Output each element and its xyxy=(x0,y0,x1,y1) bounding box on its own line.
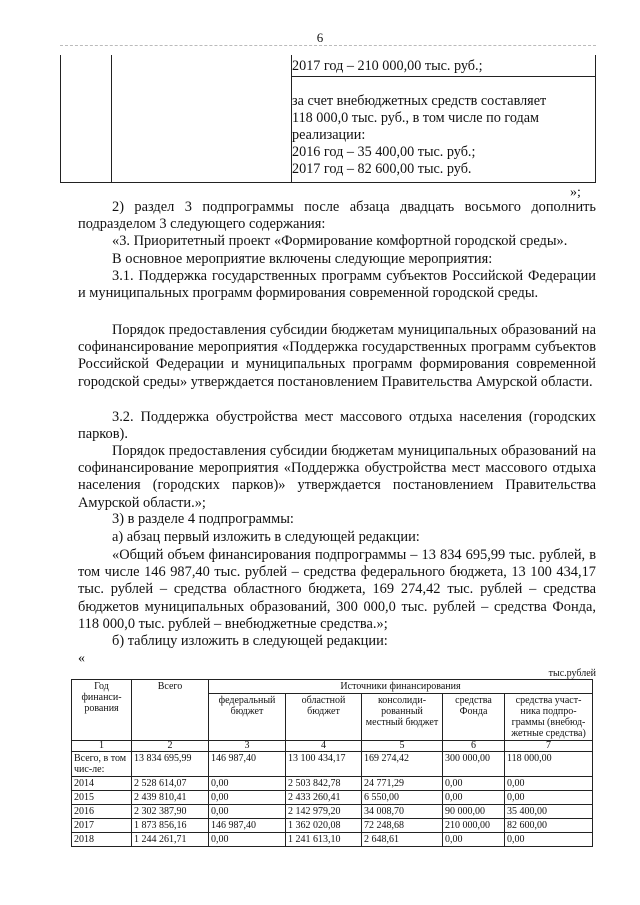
total-cell: 13 834 695,99 xyxy=(132,752,209,777)
year-cell: Всего, в том чис-ле: xyxy=(72,752,132,777)
dashed-divider xyxy=(60,45,596,46)
column-number: 2 xyxy=(132,741,209,752)
fund-cell: 0,00 xyxy=(443,791,505,805)
opening-quote: « xyxy=(78,651,85,666)
extra-cell: 0,00 xyxy=(505,833,593,847)
paragraph: а) абзац первый изложить в следующей редакции: xyxy=(112,529,420,545)
header-regional: областной бюджет xyxy=(286,694,362,741)
total-cell: 1 873 856,16 xyxy=(132,819,209,833)
table-column-line xyxy=(111,55,112,182)
financing-table xyxy=(71,679,593,847)
column-number: 4 xyxy=(286,741,362,752)
table-row xyxy=(72,791,593,805)
paragraph: «3. Приоритетный проект «Формирование комфортной городской среды». xyxy=(112,233,568,249)
total-cell: 2 302 387,90 xyxy=(132,805,209,819)
local-cell: 6 550,00 xyxy=(362,791,443,805)
regional-cell: 13 100 434,17 xyxy=(286,752,362,777)
header-extra: средства участ-ника подпро-граммы (внебюд-жетные средства) xyxy=(505,694,593,741)
regional-cell: 2 433 260,41 xyxy=(286,791,362,805)
header-federal: федеральный бюджет xyxy=(209,694,286,741)
federal-cell: 0,00 xyxy=(209,791,286,805)
local-cell: 34 008,70 xyxy=(362,805,443,819)
federal-cell: 146 987,40 xyxy=(209,819,286,833)
fund-cell: 300 000,00 xyxy=(443,752,505,777)
paragraph: б) таблицу изложить в следующей редакции: xyxy=(112,633,388,649)
local-cell: 72 248,68 xyxy=(362,819,443,833)
table-row xyxy=(72,833,593,847)
extra-cell: 0,00 xyxy=(505,791,593,805)
year-cell: 2015 xyxy=(72,791,132,805)
column-number: 3 xyxy=(209,741,286,752)
local-cell: 24 771,29 xyxy=(362,777,443,791)
header-sources: Источники финансирования xyxy=(209,680,593,694)
total-cell: 2 439 810,41 xyxy=(132,791,209,805)
local-cell: 169 274,42 xyxy=(362,752,443,777)
paragraph: 3.1. Поддержка государственных программ субъектов Российской Федерации и муниципальных программ формирования современной городской среды. xyxy=(78,268,596,302)
table-row-line xyxy=(291,76,595,77)
year-cell: 2016 xyxy=(72,805,132,819)
extra-cell: 35 400,00 xyxy=(505,805,593,819)
regional-cell: 1 241 613,10 xyxy=(286,833,362,847)
column-number: 1 xyxy=(72,741,132,752)
table-text-line: 2017 год – 210 000,00 тыс. руб.; xyxy=(292,58,483,74)
column-number: 7 xyxy=(505,741,593,752)
table-text-line: 2016 год – 35 400,00 тыс. руб.; xyxy=(292,144,476,160)
closing-quote: »; xyxy=(570,185,581,200)
paragraph: 2) раздел 3 подпрограммы после абзаца двадцать восьмого дополнить подразделом 3 следующего содержания: xyxy=(78,199,596,233)
table-text-line: реализации: xyxy=(292,127,366,143)
regional-cell: 2 503 842,78 xyxy=(286,777,362,791)
paragraph: Порядок предоставления субсидии бюджетам муниципальных образований на софинансирование мероприятия «Поддержка обустройства мест массового отдыха населения (городских парков)» утверждается постановлением Правительства Амурской области.»; xyxy=(78,443,596,511)
continuation-table xyxy=(60,55,596,183)
year-cell: 2014 xyxy=(72,777,132,791)
table-text-line: 2017 год – 82 600,00 тыс. руб. xyxy=(292,161,472,177)
column-number: 6 xyxy=(443,741,505,752)
extra-cell: 82 600,00 xyxy=(505,819,593,833)
fund-cell: 210 000,00 xyxy=(443,819,505,833)
header-total: Всего xyxy=(132,680,209,741)
regional-cell: 1 362 020,08 xyxy=(286,819,362,833)
table-row xyxy=(72,805,593,819)
fund-cell: 90 000,00 xyxy=(443,805,505,819)
federal-cell: 146 987,40 xyxy=(209,752,286,777)
table-row xyxy=(72,819,593,833)
fund-cell: 0,00 xyxy=(443,777,505,791)
federal-cell: 0,00 xyxy=(209,777,286,791)
year-cell: 2017 xyxy=(72,819,132,833)
total-cell: 2 528 614,07 xyxy=(132,777,209,791)
column-number: 5 xyxy=(362,741,443,752)
header-year: Год финанси-рования xyxy=(72,680,132,741)
fund-cell: 0,00 xyxy=(443,833,505,847)
unit-label: тыс.рублей xyxy=(548,668,596,679)
paragraph: В основное мероприятие включены следующие мероприятия: xyxy=(112,251,493,267)
extra-cell: 0,00 xyxy=(505,777,593,791)
page-number: 6 xyxy=(316,30,324,45)
header-local: консолиди-рованный местный бюджет xyxy=(362,694,443,741)
paragraph: «Общий объем финансирования подпрограммы – 13 834 695,99 тыс. рублей, в том числе 146 987,40 тыс. рублей – средства федерального бюджета, 13 100 434,17 тыс. рублей – средства областного бюджета, 169 274,42 тыс. рублей – средства бюджетов муниципальных образований, 300 000,0 тыс. рублей – средства Фонда, 118 000,0 тыс. рублей – внебюджетные средства.»; xyxy=(78,547,596,632)
year-cell: 2018 xyxy=(72,833,132,847)
table-text-line: 118 000,0 тыс. руб., в том числе по годам xyxy=(292,110,539,126)
paragraph: 3) в разделе 4 подпрограммы: xyxy=(112,511,294,527)
total-cell: 1 244 261,71 xyxy=(132,833,209,847)
federal-cell: 0,00 xyxy=(209,805,286,819)
table-row xyxy=(72,777,593,791)
local-cell: 2 648,61 xyxy=(362,833,443,847)
paragraph: Порядок предоставления субсидии бюджетам муниципальных образований на софинансирование мероприятия «Поддержка государственных программ субъектов Российской Федерации и муниципальных программ формирования современной городской среды» утверждается постановлением Правительства Амурской области. xyxy=(78,322,596,390)
extra-cell: 118 000,00 xyxy=(505,752,593,777)
table-row xyxy=(72,752,593,777)
table-text-line: за счет внебюджетных средств составляет xyxy=(292,93,547,109)
header-fund: средства Фонда xyxy=(443,694,505,741)
regional-cell: 2 142 979,20 xyxy=(286,805,362,819)
federal-cell: 0,00 xyxy=(209,833,286,847)
paragraph: 3.2. Поддержка обустройства мест массового отдыха населения (городских парков). xyxy=(78,409,596,443)
